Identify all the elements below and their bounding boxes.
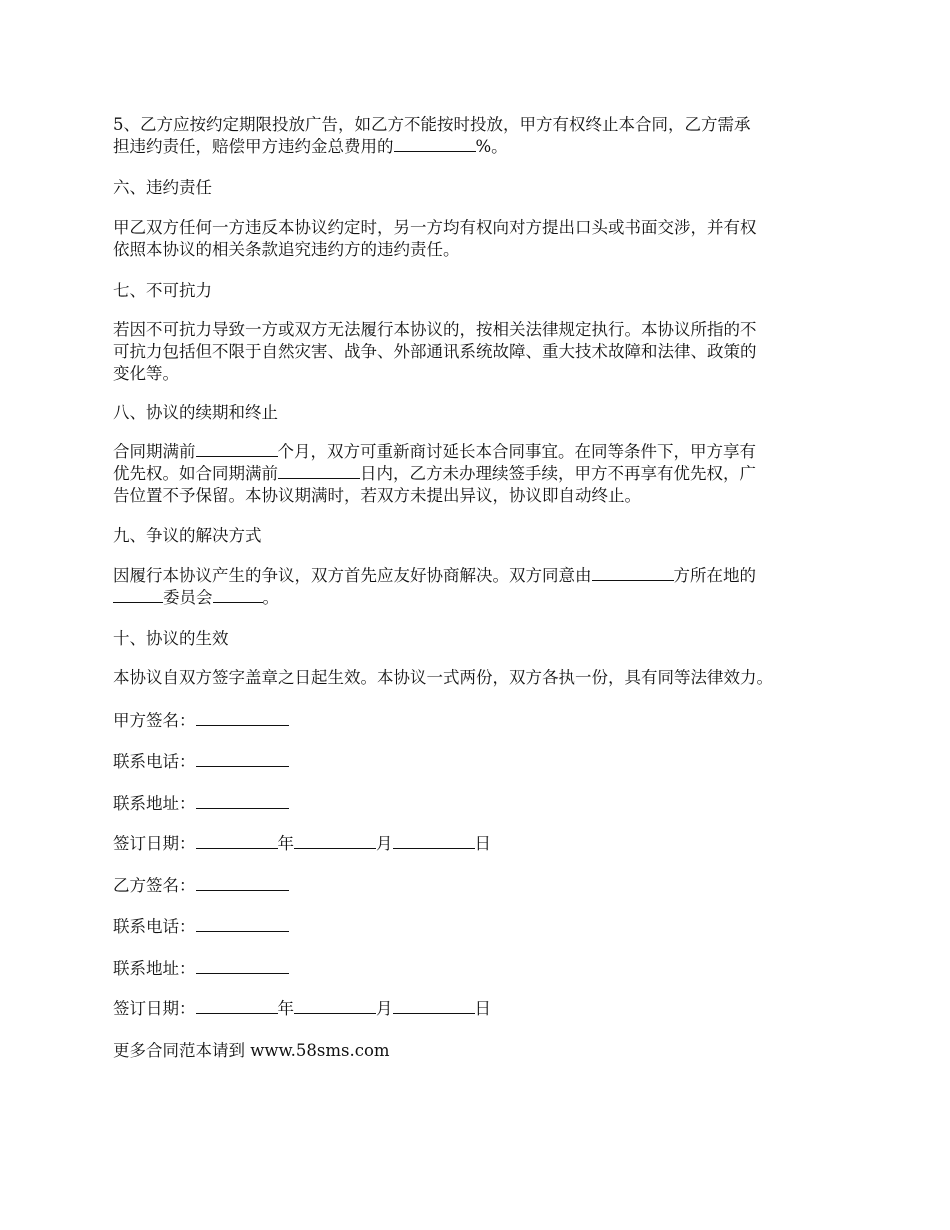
clause-5 [113, 114, 843, 158]
section-6-line-2: 依照本协议的相关条款追究违约方的违约责任。 [113, 240, 460, 259]
section-7-line-3: 变化等。 [113, 364, 179, 383]
dispute-party-blank[interactable] [592, 565, 674, 581]
section-7-line-1: 若因不可抗力导致一方或双方无法履行本协议的，按相关法律规定执行。本协议所指的不 [113, 320, 757, 339]
footer-note: 更多合同范本请到 www.58sms.com [113, 1041, 390, 1060]
section-8-line-1: 合同期满前 个月，双方可重新商讨延长本合同事宜。在同等条件下，甲方享有 [113, 442, 756, 461]
party-a-phone-row: 联系电话： [113, 751, 843, 773]
section-6-line-1: 甲乙双方任何一方违反本协议约定时，另一方均有权向对方提出口头或书面交涉，并有权 [113, 218, 757, 237]
party-b-signature-row: 乙方签名： [113, 875, 843, 897]
party-a-signature-row: 甲方签名： [113, 710, 843, 732]
party-b-day-blank[interactable] [393, 998, 475, 1014]
party-a-month-blank[interactable] [294, 833, 376, 849]
section-8-body [113, 441, 843, 507]
renewal-days-blank[interactable] [278, 463, 360, 479]
section-7-body [113, 319, 843, 385]
party-a-phone-blank[interactable] [196, 751, 289, 767]
section-8-line-2: 优先权。如合同期满前 日内，乙方未办理续签手续，甲方不再享有优先权，广 [113, 464, 756, 483]
party-b-phone-blank[interactable] [196, 916, 289, 932]
party-b-phone-row: 联系电话： [113, 916, 843, 938]
section-9-line-2: 委员会 。 [113, 587, 843, 609]
party-b-month-blank[interactable] [294, 998, 376, 1014]
footer-link[interactable]: www.58sms.com [250, 1041, 390, 1060]
party-b-address-row: 联系地址： [113, 958, 843, 980]
section-7-line-2: 可抗力包括但不限于自然灾害、战争、外部通讯系统故障、重大技术故障和法律、政策的 [113, 342, 757, 361]
clause-5-line-1: 5、乙方应按约定期限投放广告，如乙方不能按时投放，甲方有权终止本合同，乙方需承 [113, 115, 751, 134]
party-a-address-blank[interactable] [196, 793, 289, 809]
committee-name-blank[interactable] [113, 587, 163, 603]
section-7-heading: 七、不可抗力 [113, 281, 212, 300]
section-9-heading: 九、争议的解决方式 [113, 526, 262, 545]
section-8-heading: 八、协议的续期和终止 [113, 403, 278, 422]
section-9-body [113, 565, 843, 609]
clause-5-line-2: 担违约责任，赔偿甲方违约金总费用的 %。 [113, 137, 508, 156]
section-6-body [113, 217, 843, 261]
party-b-year-blank[interactable] [196, 998, 278, 1014]
party-a-date-row: 签订日期： 年 月 日 [113, 834, 491, 853]
party-b-signature-blank[interactable] [196, 875, 289, 891]
party-a-day-blank[interactable] [393, 833, 475, 849]
party-b-address-blank[interactable] [196, 958, 289, 974]
section-8-line-3: 告位置不予保留。本协议期满时，若双方未提出异议，协议即自动终止。 [113, 486, 641, 505]
party-a-year-blank[interactable] [196, 833, 278, 849]
party-a-signature-blank[interactable] [196, 710, 289, 726]
section-10-body: 本协议自双方签字盖章之日起生效。本协议一式两份，双方各执一份，具有同等法律效力。 [113, 668, 773, 687]
section-10-heading: 十、协议的生效 [113, 629, 229, 648]
renewal-months-blank[interactable] [196, 441, 278, 457]
party-b-date-row: 签订日期： 年 月 日 [113, 999, 491, 1018]
party-a-address-row: 联系地址： [113, 793, 843, 815]
committee-suffix-blank[interactable] [213, 587, 263, 603]
section-9-line-1: 因履行本协议产生的争议，双方首先应友好协商解决。双方同意由 方所在地的 [113, 566, 756, 585]
section-6-heading: 六、违约责任 [113, 178, 212, 197]
penalty-percent-blank[interactable] [394, 136, 476, 152]
